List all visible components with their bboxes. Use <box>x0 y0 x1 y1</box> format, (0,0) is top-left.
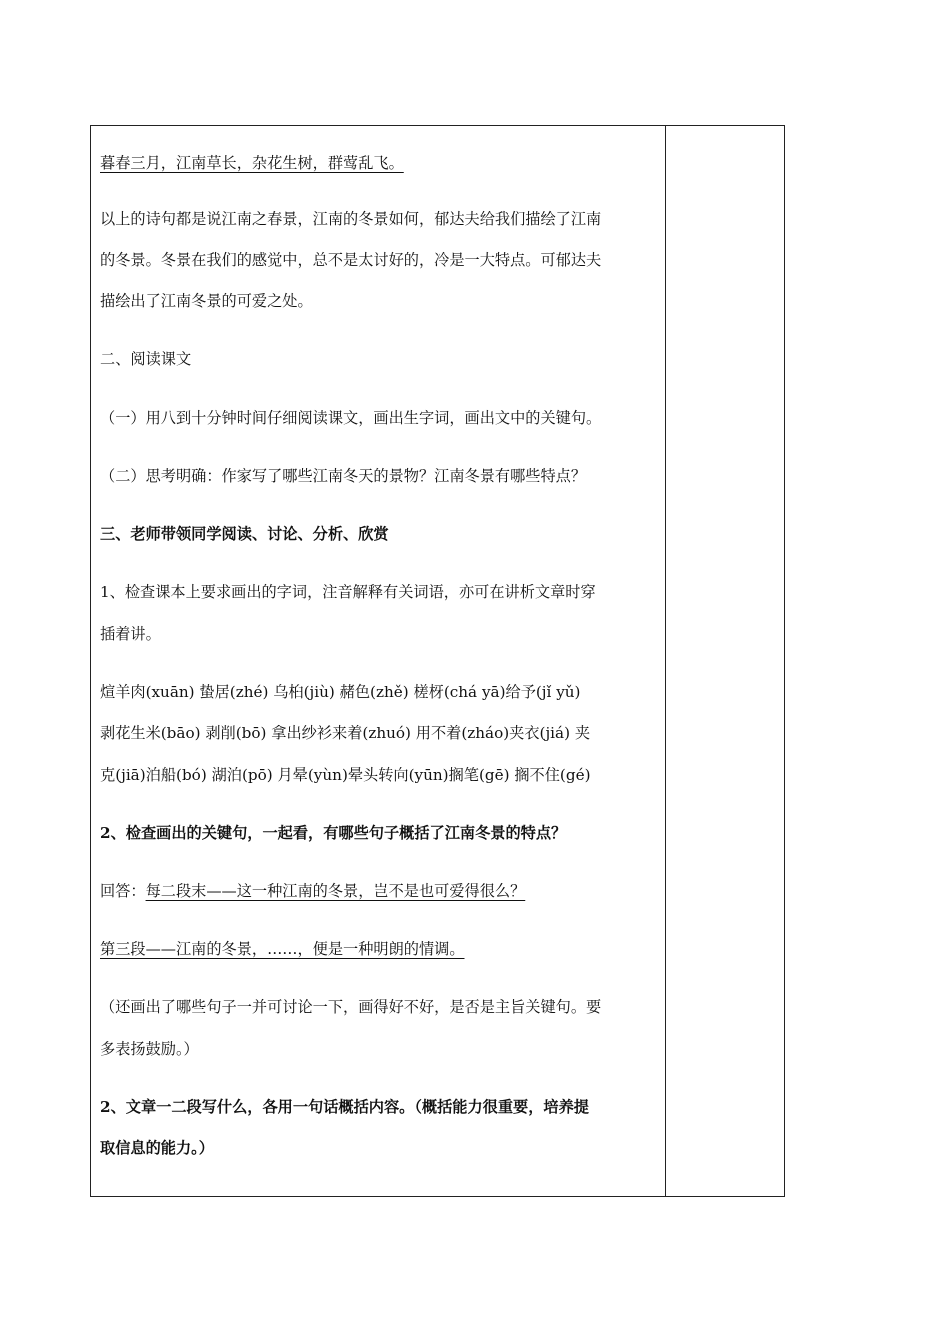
paragraph-line: 以上的诗句都是说江南之春景，江南的冬景如何，郁达夫给我们描绘了江南 <box>100 210 602 228</box>
answer-line <box>100 881 525 901</box>
paragraph-line: 的冬景。冬景在我们的感觉中，总不是太讨好的，冷是一大特点。可郁达夫 <box>100 251 602 269</box>
step-heading: 2、检查画出的关键句，一起看，有哪些句子概括了江南冬景的特点？ <box>100 824 567 842</box>
section-heading: 三、老师带领同学阅读、讨论、分析、欣赏 <box>100 525 389 543</box>
note-line: 多表扬鼓励。） <box>100 1040 199 1058</box>
answer-label: 回答： <box>100 882 146 900</box>
key-sentence: 第三段——江南的冬景，……，便是一种明朗的情调。 <box>100 940 465 958</box>
vocab-line: 克(jiā)泊船(bó) 湖泊(pō) 月晕(yùn)晕头转向(yūn)搁笔(gē) 搁不住(gé) <box>100 766 591 784</box>
step-heading: 2、文章一二段写什么，各用一句话概括内容。（概括能力很重要，培养提 <box>100 1098 589 1116</box>
section-heading: 二、阅读课文 <box>100 350 192 368</box>
vocab-line: 剥花生米(bāo) 剥削(bō) 拿出纱衫来着(zhuó) 用不着(zháo)夹衣(jiá) 夹 <box>100 724 591 742</box>
column-divider <box>665 126 666 1196</box>
key-sentence: 每二段末——这一种江南的冬景，岂不是也可爱得很么？ <box>145 882 526 900</box>
note-line: （还画出了哪些句子一并可讨论一下，画得好不好，是否是主旨关键句。要 <box>100 998 602 1016</box>
task-line: （二）思考明确：作家写了哪些江南冬天的景物？江南冬景有哪些特点？ <box>100 467 586 485</box>
step-line: 插着讲。 <box>100 625 161 643</box>
lesson-table <box>90 125 785 1197</box>
main-cell <box>91 126 665 1196</box>
vocab-line: 煊羊肉(xuān) 蛰居(zhé) 乌桕(jiù) 赭色(zhě) 槎枒(chá yā)给予(jǐ yǔ) <box>100 683 581 701</box>
poem-line: 暮春三月，江南草长，杂花生树，群莺乱飞。 <box>100 154 404 172</box>
step-heading: 取信息的能力。） <box>100 1139 214 1157</box>
step-line: 1、检查课本上要求画出的字词，注音解释有关词语，亦可在讲析文章时穿 <box>100 583 596 601</box>
paragraph-line: 描绘出了江南冬景的可爱之处。 <box>100 292 313 310</box>
task-line: （一）用八到十分钟时间仔细阅读课文，画出生字词，画出文中的关键句。 <box>100 409 602 427</box>
